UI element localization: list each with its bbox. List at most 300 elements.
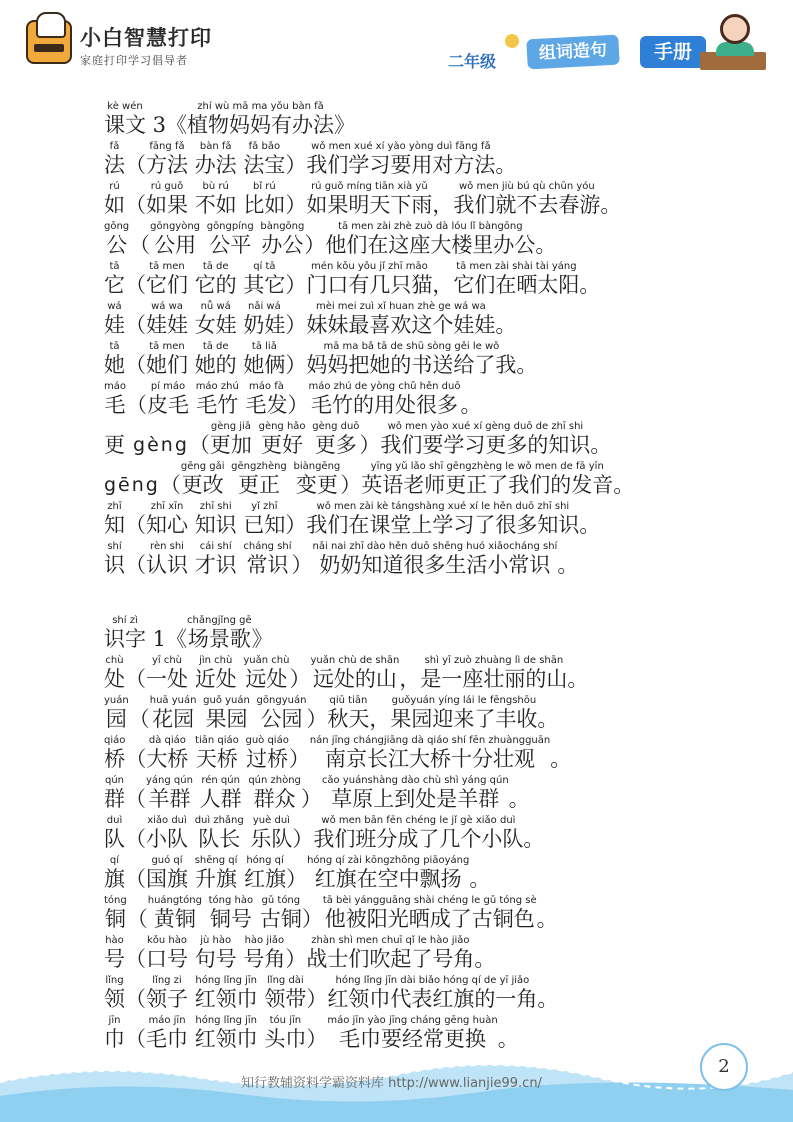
- pinyin: wǒ men zài kè tángshàng xué xí le hěn duō zhī shi: [316, 501, 570, 512]
- hanzi: 羊群: [148, 787, 191, 811]
- ruby-unit: [250, 814, 292, 852]
- ruby-unit: [243, 340, 285, 378]
- ruby-unit: [146, 974, 188, 1012]
- hanzi: （: [126, 393, 147, 417]
- pinyin: fǎ: [109, 141, 120, 152]
- hanzi: 红领巾: [194, 987, 258, 1011]
- vocab-entry: [104, 774, 764, 812]
- hanzi: ）: [306, 707, 328, 731]
- pinyin: cǎo yuánshàng dào chù shì yáng qún: [321, 775, 509, 786]
- hanzi: 。: [579, 513, 601, 537]
- ruby-unit: [193, 774, 200, 812]
- ruby-unit: [126, 380, 147, 418]
- ruby-unit: [104, 340, 125, 378]
- ruby-unit: [203, 694, 250, 732]
- vocab-entry: [104, 734, 764, 772]
- pinyin: chǎngjǐng gē: [187, 615, 252, 626]
- pinyin: hào jiǎo: [244, 935, 285, 946]
- hanzi: 他们在这座大楼里办公: [325, 233, 536, 257]
- hanzi: 他被阳光晒成了古铜色: [324, 907, 535, 931]
- hanzi: 过桥: [246, 747, 289, 771]
- pinyin: duì zhǎng: [194, 815, 244, 826]
- ruby-unit: [550, 734, 571, 772]
- hanzi: ）: [285, 513, 307, 537]
- ruby-unit: [188, 854, 195, 892]
- hanzi: 认识: [146, 553, 188, 577]
- ruby-unit: [210, 420, 252, 458]
- pinyin: mā ma bǎ tā de shū sòng gěi le wǒ: [323, 341, 500, 352]
- ruby-unit: [104, 734, 125, 772]
- ruby-unit: [188, 260, 195, 298]
- ruby-unit: [243, 140, 285, 178]
- page-header: [0, 0, 793, 80]
- hanzi: 。: [523, 827, 545, 851]
- ruby-unit: [146, 500, 188, 538]
- hanzi: ）: [287, 393, 309, 417]
- hanzi: [188, 667, 195, 692]
- hanzi: （: [125, 667, 146, 691]
- ruby-unit: [125, 340, 146, 378]
- ruby-unit: [243, 540, 291, 578]
- pinyin: gēng gǎi: [180, 461, 225, 472]
- ruby-unit: [257, 694, 307, 732]
- ruby-unit: [187, 614, 252, 652]
- hanzi: ）: [286, 867, 308, 891]
- ruby-unit: [306, 934, 474, 972]
- hanzi: ）: [291, 553, 313, 577]
- pinyin: jìn chù: [199, 655, 233, 666]
- hanzi: 如果: [146, 193, 188, 217]
- hanzi: [254, 233, 261, 258]
- ruby-unit: [188, 500, 195, 538]
- ruby-unit: [104, 420, 125, 458]
- pinyin: rèn shi: [150, 541, 184, 552]
- hanzi: [188, 553, 195, 578]
- pinyin: wá: [107, 301, 122, 312]
- pinyin: gōng: [104, 221, 130, 232]
- pinyin: tóng: [104, 895, 127, 906]
- ruby-unit: [104, 894, 127, 932]
- ruby-unit: [195, 180, 237, 218]
- vocab-entry: [104, 180, 764, 218]
- hanzi: ）: [288, 747, 310, 771]
- pinyin: zhī xīn: [150, 501, 184, 512]
- hanzi: 它们: [146, 273, 188, 297]
- hanzi: 铜: [104, 907, 126, 931]
- footer-source-text: 知行教辅资料学霸资料库 http://www.lianjie99.cn/: [241, 1076, 542, 1091]
- ruby-unit: [146, 654, 188, 692]
- pinyin: guó qí: [151, 855, 183, 866]
- vocab-entry: [104, 814, 764, 852]
- ruby-unit: [327, 1014, 497, 1052]
- hanzi: [242, 787, 249, 812]
- pinyin: tā men: [149, 341, 185, 352]
- hanzi: （: [125, 947, 146, 971]
- hanzi: ）: [285, 947, 307, 971]
- ruby-unit: [104, 694, 129, 732]
- hanzi: 我们要学习更多的知识: [380, 433, 591, 457]
- ruby-unit: [189, 420, 210, 458]
- pinyin: rú: [109, 181, 120, 192]
- ruby-unit: [495, 300, 516, 338]
- ruby-unit: [147, 380, 189, 418]
- hanzi: 旗: [104, 867, 125, 891]
- hanzi: 妈妈把她的书送给了我: [306, 353, 517, 377]
- pinyin: zhī shi: [199, 501, 232, 512]
- ruby-unit: [146, 540, 188, 578]
- ruby-unit: [127, 894, 148, 932]
- lesson-section: [104, 614, 764, 1052]
- ruby-unit: [150, 220, 200, 258]
- hanzi: [188, 1027, 195, 1052]
- pinyin-inline: gēng: [104, 474, 160, 496]
- ruby-unit: [146, 1014, 188, 1052]
- hanzi: （: [125, 787, 146, 811]
- pinyin: nǎi wá: [248, 301, 281, 312]
- ruby-unit: [224, 460, 231, 498]
- hanzi: （: [125, 193, 146, 217]
- pinyin: tā de: [202, 261, 229, 272]
- hanzi: 领子: [146, 987, 188, 1011]
- hanzi: [244, 827, 251, 852]
- ruby-unit: [286, 854, 307, 892]
- ruby-unit: [195, 974, 258, 1012]
- ruby-unit: [313, 814, 523, 852]
- ruby-unit: [125, 420, 189, 458]
- vocab-entry: [104, 380, 764, 418]
- hanzi: 它的: [194, 273, 237, 297]
- pinyin: tóu jīn: [269, 1015, 302, 1026]
- hanzi: 红旗: [244, 867, 287, 891]
- grade-label: 二年级: [448, 52, 497, 71]
- hanzi: （: [125, 313, 146, 337]
- ruby-unit: [287, 380, 308, 418]
- pinyin: mèi mei zuì xǐ huan zhè ge wá wa: [315, 301, 486, 312]
- ruby-unit: [125, 814, 146, 852]
- lesson-title: [104, 100, 764, 138]
- hanzi: 句号: [194, 947, 237, 971]
- hanzi: 秋天: [327, 707, 370, 731]
- hanzi: 。: [590, 433, 612, 457]
- ruby-unit: [399, 654, 420, 692]
- pinyin: nǎi nai zhī dào hěn duō shēng huó xiǎocháng shí: [312, 541, 558, 552]
- pinyin: dà qiáo: [148, 735, 186, 746]
- pinyin: tā: [109, 261, 120, 272]
- ruby-unit: [188, 540, 195, 578]
- ruby-unit: [239, 734, 246, 772]
- ruby-unit: [125, 854, 146, 892]
- hanzi: [193, 787, 200, 812]
- hanzi: ）: [306, 987, 328, 1011]
- pinyin: zhí wù mā ma yǒu bàn fǎ: [197, 101, 324, 112]
- hanzi: 更好: [261, 433, 304, 457]
- pinyin: nǚ wá: [200, 301, 231, 312]
- ruby-unit: [188, 340, 195, 378]
- pinyin: lǐng: [105, 975, 124, 986]
- ruby-unit: [146, 340, 188, 378]
- pinyin: yuǎn chù: [243, 655, 290, 666]
- ruby-unit: [252, 614, 273, 652]
- pinyin: hóng lǐng jīn: [195, 1015, 257, 1026]
- hanzi: 办法: [194, 153, 237, 177]
- pinyin: nán jīng chángjiāng dà qiáo shí fēn zhuàngguān: [309, 735, 551, 746]
- pinyin: máo: [104, 381, 126, 392]
- pinyin: tā: [109, 341, 120, 352]
- ruby-unit: [188, 180, 195, 218]
- pinyin: hào: [105, 935, 124, 946]
- hanzi: 》: [334, 113, 356, 137]
- ruby-unit: [557, 540, 578, 578]
- vocab-entry: [104, 140, 764, 178]
- hanzi: 门口有几只猫: [306, 273, 433, 297]
- hanzi: 公用: [154, 233, 197, 257]
- ruby-unit: [237, 340, 244, 378]
- ruby-unit: [250, 694, 257, 732]
- pinyin: guò qiáo: [245, 735, 289, 746]
- pinyin: gèng hǎo: [258, 421, 306, 432]
- hanzi: 妹妹最喜欢这个娃娃: [306, 313, 496, 337]
- hanzi: 领带: [264, 987, 307, 1011]
- hanzi: 它: [104, 273, 125, 297]
- hanzi: [188, 827, 195, 852]
- ruby-unit: [242, 774, 249, 812]
- ruby-unit: [146, 140, 188, 178]
- hanzi: [237, 867, 244, 892]
- hanzi: 知: [104, 513, 125, 537]
- pinyin: hóng qí: [246, 855, 284, 866]
- vocab-entry: [104, 934, 764, 972]
- pinyin: tā men: [149, 261, 185, 272]
- ruby-unit: [306, 140, 495, 178]
- pinyin: tā de: [202, 341, 229, 352]
- ruby-unit: [306, 300, 495, 338]
- hanzi: 。: [469, 867, 491, 891]
- hanzi: 队长: [198, 827, 241, 851]
- pinyin: hóng qí zài kōngzhōng piāoyáng: [307, 855, 470, 866]
- pinyin: wǒ men jiù bú qù chūn yóu: [458, 181, 595, 192]
- hanzi: [258, 987, 265, 1012]
- ruby-unit: [104, 974, 125, 1012]
- hanzi: ）: [340, 473, 362, 497]
- hanzi: 我们在课堂上学习了很多知识: [306, 513, 580, 537]
- ruby-unit: [432, 180, 453, 218]
- hanzi: [188, 513, 195, 538]
- hanzi: （: [128, 707, 150, 731]
- hanzi: 她俩: [243, 353, 286, 377]
- pinyin: rú guǒ míng tiān xià yǔ: [311, 181, 428, 192]
- ruby-unit: [590, 420, 611, 458]
- hanzi: ）: [285, 273, 307, 297]
- ruby-unit: [523, 814, 544, 852]
- ruby-unit: [146, 100, 187, 138]
- pinyin: qún zhòng: [248, 775, 301, 786]
- pinyin: lǐng zi: [152, 975, 182, 986]
- ruby-unit: [308, 380, 460, 418]
- pinyin: rén qún: [201, 775, 240, 786]
- ruby-unit: [453, 180, 600, 218]
- ruby-unit: [146, 774, 193, 812]
- hanzi: 办公: [261, 233, 304, 257]
- vocab-entry: [104, 894, 764, 932]
- hanzi: 更: [104, 433, 125, 457]
- vocab-entry: [104, 654, 764, 692]
- pinyin: gōngyòng: [150, 221, 201, 232]
- ruby-unit: [125, 140, 146, 178]
- hanzi: 毛: [104, 393, 126, 417]
- hanzi: 女娃: [194, 313, 237, 337]
- pinyin: huángtóng: [147, 895, 202, 906]
- pinyin: jīn: [108, 1015, 121, 1026]
- ruby-unit: [125, 540, 146, 578]
- hanzi: （: [125, 353, 146, 377]
- hanzi: 。: [495, 153, 517, 177]
- ruby-unit: [125, 654, 146, 692]
- hanzi: 果园: [205, 707, 248, 731]
- pinyin: máo jīn yào jīng cháng gēng huàn: [327, 1015, 498, 1026]
- pinyin: hóng lǐng jīn: [195, 975, 257, 986]
- pinyin: tiān qiáo: [195, 735, 239, 746]
- pinyin: xiǎo duì: [147, 815, 187, 826]
- ruby-unit: [243, 300, 285, 338]
- hanzi: 毛竹的用处很多: [310, 393, 458, 417]
- hanzi: 群: [104, 787, 125, 811]
- hanzi: 小队: [146, 827, 188, 851]
- hanzi: ，: [399, 667, 421, 691]
- hanzi: ）: [285, 313, 307, 337]
- printer-logo-icon: [26, 20, 72, 64]
- hanzi: [188, 867, 195, 892]
- pinyin: gēngzhèng: [231, 461, 287, 472]
- pinyin: bàn fǎ: [199, 141, 232, 152]
- vocab-entry: [104, 260, 764, 298]
- hanzi: 近处: [194, 667, 237, 691]
- hanzi: 。: [567, 667, 589, 691]
- ruby-unit: [432, 260, 453, 298]
- hanzi: 1《: [146, 627, 188, 651]
- pinyin: rú guǒ: [150, 181, 184, 192]
- hanzi: 领: [104, 987, 125, 1011]
- pinyin: qiáo: [104, 735, 126, 746]
- pinyin: guǒyuán yíng lái le fēngshōu: [391, 695, 537, 706]
- pinyin: máo zhú: [195, 381, 239, 392]
- ruby-unit: [306, 694, 327, 732]
- ruby-unit: [243, 934, 285, 972]
- hanzi: 。: [600, 193, 622, 217]
- girl-illustration-icon: [720, 14, 750, 44]
- ruby-unit: [146, 854, 188, 892]
- pinyin: tā men zài shài tài yáng: [456, 261, 577, 272]
- ruby-unit: [537, 974, 558, 1012]
- ruby-unit: [264, 1014, 306, 1052]
- ruby-unit: [104, 300, 125, 338]
- hanzi: 如: [104, 193, 125, 217]
- pinyin: shí: [107, 541, 122, 552]
- pinyin: gōngyuán: [256, 695, 307, 706]
- hanzi: 红领巾: [194, 1027, 258, 1051]
- ruby-unit: [195, 854, 238, 892]
- hanzi: 法: [104, 153, 125, 177]
- hanzi: [188, 353, 195, 378]
- ruby-unit: [390, 694, 537, 732]
- hanzi: 变更: [295, 473, 338, 497]
- ruby-unit: [244, 814, 251, 852]
- ruby-unit: [302, 894, 323, 932]
- ruby-unit: [292, 814, 313, 852]
- hanzi: 植物妈妈有办法: [187, 113, 335, 137]
- ruby-unit: [188, 140, 195, 178]
- ruby-unit: [516, 340, 537, 378]
- ruby-unit: [125, 180, 146, 218]
- hanzi: 南京长江大桥十分壮观: [325, 747, 536, 771]
- ruby-unit: [243, 500, 285, 538]
- ruby-unit: [306, 1014, 327, 1052]
- vocab-entry: [104, 500, 764, 538]
- hanzi: 更多: [314, 433, 357, 457]
- ruby-unit: [306, 260, 432, 298]
- ruby-unit: [195, 814, 244, 852]
- ruby-unit: [146, 814, 188, 852]
- pinyin: zhī: [107, 501, 122, 512]
- ruby-unit: [474, 934, 495, 972]
- hanzi: 知识: [194, 513, 237, 537]
- hanzi: 号: [104, 947, 125, 971]
- hanzi: ）: [301, 907, 323, 931]
- hanzi: 如果明天下雨: [306, 193, 433, 217]
- hanzi: 果园迎来了丰收: [390, 707, 538, 731]
- ruby-unit: [248, 774, 301, 812]
- ruby-unit: [129, 220, 150, 258]
- vocab-entry: [104, 460, 764, 498]
- ruby-unit: [420, 654, 567, 692]
- ruby-unit: [537, 694, 558, 732]
- ruby-unit: [260, 894, 302, 932]
- hanzi: 毛巾要经常更换: [339, 1027, 487, 1051]
- hanzi: 园: [105, 707, 127, 731]
- pinyin: fǎ bǎo: [248, 141, 281, 152]
- ruby-unit: [252, 420, 259, 458]
- hanzi: （: [125, 1027, 146, 1051]
- pinyin: shēng qí: [194, 855, 238, 866]
- brand-name: 小白智慧打印: [80, 26, 212, 50]
- hanzi: [253, 907, 260, 932]
- ruby-unit: [260, 220, 304, 258]
- ruby-unit: [125, 734, 146, 772]
- hanzi: 毛发: [245, 393, 288, 417]
- hanzi: [237, 947, 244, 972]
- ruby-unit: [125, 300, 146, 338]
- pinyin: gǔ tóng: [261, 895, 301, 906]
- ruby-unit: [325, 220, 535, 258]
- ruby-unit: [146, 614, 187, 652]
- ruby-unit: [253, 894, 260, 932]
- pinyin: duì: [106, 815, 123, 826]
- pinyin: jù hào: [200, 935, 232, 946]
- hanzi: 。: [557, 553, 579, 577]
- ruby-unit: [195, 734, 239, 772]
- pinyin: shí zì: [112, 615, 138, 626]
- ruby-unit: [146, 180, 188, 218]
- hanzi: [196, 707, 203, 732]
- ruby-unit: [146, 260, 188, 298]
- ruby-unit: [148, 894, 202, 932]
- hanzi: [188, 273, 195, 298]
- ruby-unit: [310, 654, 399, 692]
- hanzi: 远处: [245, 667, 288, 691]
- ruby-unit: [243, 654, 289, 692]
- ruby-unit: [196, 694, 203, 732]
- hanzi: ）: [306, 1027, 328, 1051]
- hanzi: 3《: [146, 113, 188, 137]
